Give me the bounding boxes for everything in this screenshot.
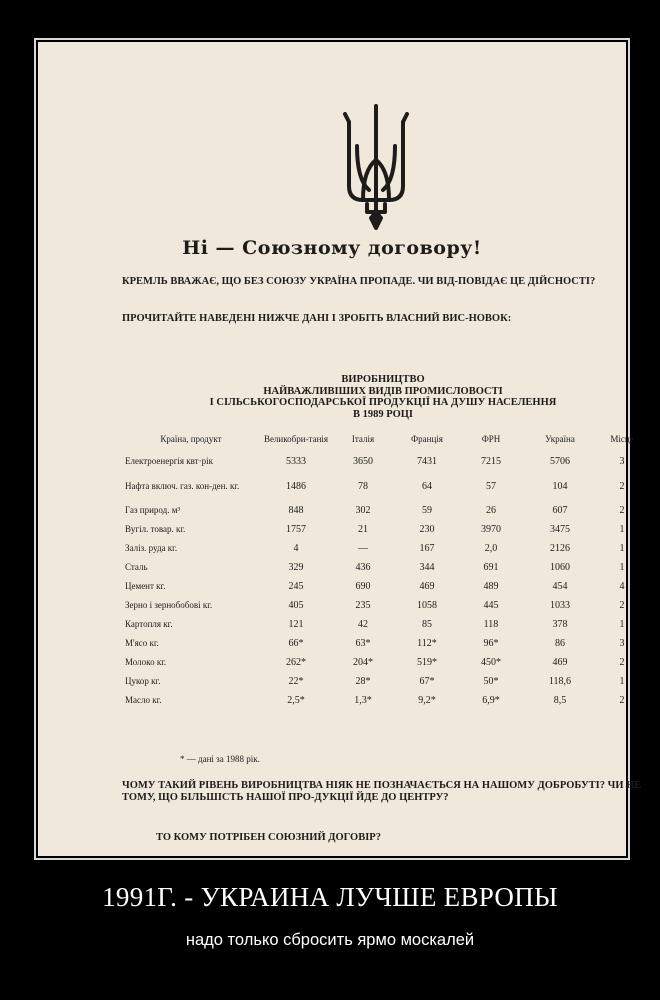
value-cell: 2,0 (484, 543, 498, 554)
value-cell: 22* (288, 676, 304, 687)
product-cell: Зерно і зернобобові кг. (125, 600, 213, 610)
value-cell: 3 (619, 456, 625, 467)
value-cell: 104 (552, 480, 568, 492)
table-row (122, 558, 646, 577)
value-cell: 204* (353, 657, 373, 668)
table-row (122, 653, 646, 672)
value-cell: 42 (358, 619, 368, 630)
value-cell: 66* (288, 638, 304, 649)
value-cell: 378 (552, 619, 568, 630)
table-header-row (122, 434, 646, 452)
value-cell: 445 (483, 600, 499, 611)
value-cell: 1,3* (354, 695, 372, 706)
value-cell: 67* (419, 676, 435, 687)
column-header: ФРН (481, 434, 501, 444)
closing-question: ТО КОМУ ПОТРІБЕН СОЮЗНИЙ ДОГОВІР? (156, 832, 381, 843)
value-cell: 5706 (550, 456, 570, 467)
value-cell: 63* (355, 638, 371, 649)
table-row (122, 471, 646, 501)
value-cell: 59 (422, 505, 432, 516)
value-cell: 85 (422, 619, 432, 630)
product-cell: Газ природ. м³ (125, 505, 181, 515)
table-heading-line-4: В 1989 РОЦІ (352, 408, 414, 420)
value-cell: 607 (552, 505, 568, 516)
value-cell: 405 (288, 600, 304, 611)
value-cell: 690 (355, 581, 371, 592)
value-cell: 691 (483, 562, 499, 573)
table-row (122, 520, 646, 539)
product-cell: Електроенергія квт·рік (125, 456, 213, 466)
value-cell: 7215 (481, 456, 501, 467)
value-cell: 489 (483, 581, 499, 592)
table-row (122, 615, 646, 634)
value-cell: 86 (555, 638, 565, 649)
product-cell: Молоко кг. (125, 657, 167, 667)
table-heading-line-3: І СІЛЬСЬКОГОСПОДАРСЬКОЇ ПРОДУКЦІЇ НА ДУШУ НАСЕЛЕННЯ (209, 397, 557, 408)
table-row (122, 501, 646, 520)
value-cell: 1 (619, 562, 625, 573)
product-cell: Сталь (125, 562, 148, 572)
value-cell: 3650 (353, 456, 373, 467)
value-cell: 26 (486, 505, 496, 516)
table-row (122, 596, 646, 615)
product-cell: Заліз. руда кг. (125, 543, 178, 553)
poster-frame (34, 38, 642, 860)
value-cell: 848 (288, 505, 304, 516)
value-cell: 344 (419, 562, 435, 573)
intro-paragraph-2: ПРОЧИТАЙТЕ НАВЕДЕНІ НИЖЧЕ ДАНІ І ЗРОБІТЬ ВЛАСНИЙ ВИС-НОВОК: (122, 313, 512, 324)
value-cell: 230 (419, 524, 435, 535)
value-cell: 78 (358, 480, 368, 492)
product-cell: Вугіл. товар. кг. (125, 524, 186, 534)
value-cell: 3475 (550, 524, 570, 535)
value-cell: 3 (619, 638, 625, 649)
value-cell: 57 (486, 480, 496, 492)
product-cell: Нафта включ. газ. кон-ден. кг. (125, 480, 240, 491)
value-cell: 469 (419, 581, 435, 592)
table-row (122, 634, 646, 653)
table-row (122, 672, 646, 691)
caption-title: 1991Г. - УКРАИНА ЛУЧШЕ ЕВРОПЫ (102, 882, 558, 912)
trident-icon (343, 100, 409, 236)
value-cell: 2 (619, 480, 625, 492)
value-cell: 1 (619, 619, 625, 630)
value-cell: 1058 (417, 600, 437, 611)
value-cell: 21 (358, 524, 368, 535)
table-heading (122, 374, 644, 420)
value-cell: 7431 (417, 456, 437, 467)
production-table (122, 434, 646, 710)
value-cell: 2 (619, 505, 625, 516)
column-header: Місце (610, 434, 634, 444)
product-cell: Картопля кг. (125, 619, 173, 629)
value-cell: 262* (286, 657, 306, 668)
value-cell: 1757 (286, 524, 306, 535)
value-cell: 1486 (286, 480, 306, 492)
product-cell: Масло кг. (125, 695, 162, 705)
value-cell: 2 (619, 695, 625, 706)
value-cell: 96* (483, 638, 499, 649)
value-cell: 112* (417, 638, 437, 649)
value-cell: 469 (552, 657, 568, 668)
footnote: * — дані за 1988 рік. (180, 754, 260, 764)
value-cell: 1 (619, 676, 625, 687)
value-cell: 64 (422, 480, 432, 492)
value-cell: 450* (481, 657, 501, 668)
column-header: Україна (545, 434, 575, 444)
value-cell: 9,2* (418, 695, 436, 706)
value-cell: 1 (619, 543, 625, 554)
value-cell: 5333 (286, 456, 306, 467)
value-cell: 2 (619, 600, 625, 611)
intro-paragraph-1: КРЕМЛЬ ВВАЖАЄ, ЩО БЕЗ СОЮЗУ УКРАЇНА ПРОПАДЕ. ЧИ ВІД-ПОВІДАЄ ЦЕ ДІЙСНОСТІ? (122, 276, 596, 287)
table-row (122, 539, 646, 558)
value-cell: 245 (288, 581, 304, 592)
value-cell: 4 (619, 581, 625, 592)
value-cell: 2 (619, 657, 625, 668)
value-cell: 3970 (481, 524, 501, 535)
table-row (122, 577, 646, 596)
caption-subtitle: надо только сбросить ярмо москалей (185, 931, 475, 949)
table-row (122, 691, 646, 710)
value-cell: 4 (293, 543, 299, 554)
product-cell: Цемент кг. (125, 581, 166, 591)
value-cell: 436 (355, 562, 371, 573)
question-paragraph: ЧОМУ ТАКИЙ РІВЕНЬ ВИРОБНИЦТВА НІЯК НЕ ПОЗНАЧАЄТЬСЯ НА НАШОМУ ДОБРОБУТІ? ЧИ НЕ ТОМУ, ЩО БІЛЬШІСТЬ НАШОЇ ПРО-ДУКЦІЇ ЙДЕ ДО ЦЕНТРУ? (122, 780, 642, 803)
table-row (122, 452, 646, 471)
value-cell: 235 (355, 600, 371, 611)
value-cell: 2,5* (287, 695, 305, 706)
value-cell: 6,9* (482, 695, 500, 706)
value-cell: 8,5 (553, 695, 567, 706)
value-cell: 28* (355, 676, 371, 687)
column-header: Країна, продукт (160, 434, 222, 444)
column-header: Франція (411, 434, 443, 444)
column-header: Великобри-танія (263, 434, 329, 444)
value-cell: 121 (288, 619, 304, 630)
value-cell: 1 (619, 524, 625, 535)
value-cell: 1033 (550, 600, 570, 611)
leaflet-paper (38, 42, 642, 856)
product-cell: Цукор кг. (125, 676, 161, 686)
value-cell: 454 (552, 581, 568, 592)
value-cell: 519* (417, 657, 437, 668)
value-cell: 118,6 (548, 676, 572, 687)
page-title: Ні — Союзному договору! (182, 237, 482, 259)
product-cell: М'ясо кг. (125, 638, 159, 648)
value-cell: 329 (288, 562, 304, 573)
value-cell: 302 (355, 505, 371, 516)
table-heading-line-1: ВИРОБНИЦТВО (341, 374, 425, 385)
value-cell: — (358, 543, 368, 554)
value-cell: 118 (483, 619, 499, 630)
table-heading-line-2: НАЙВАЖЛИВІШИХ ВИДІВ ПРОМИСЛОВОСТІ (263, 385, 503, 397)
value-cell: 2126 (550, 543, 570, 554)
column-header: Італія (351, 434, 375, 444)
value-cell: 50* (483, 676, 499, 687)
value-cell: 1060 (550, 562, 570, 573)
value-cell: 167 (419, 543, 435, 554)
